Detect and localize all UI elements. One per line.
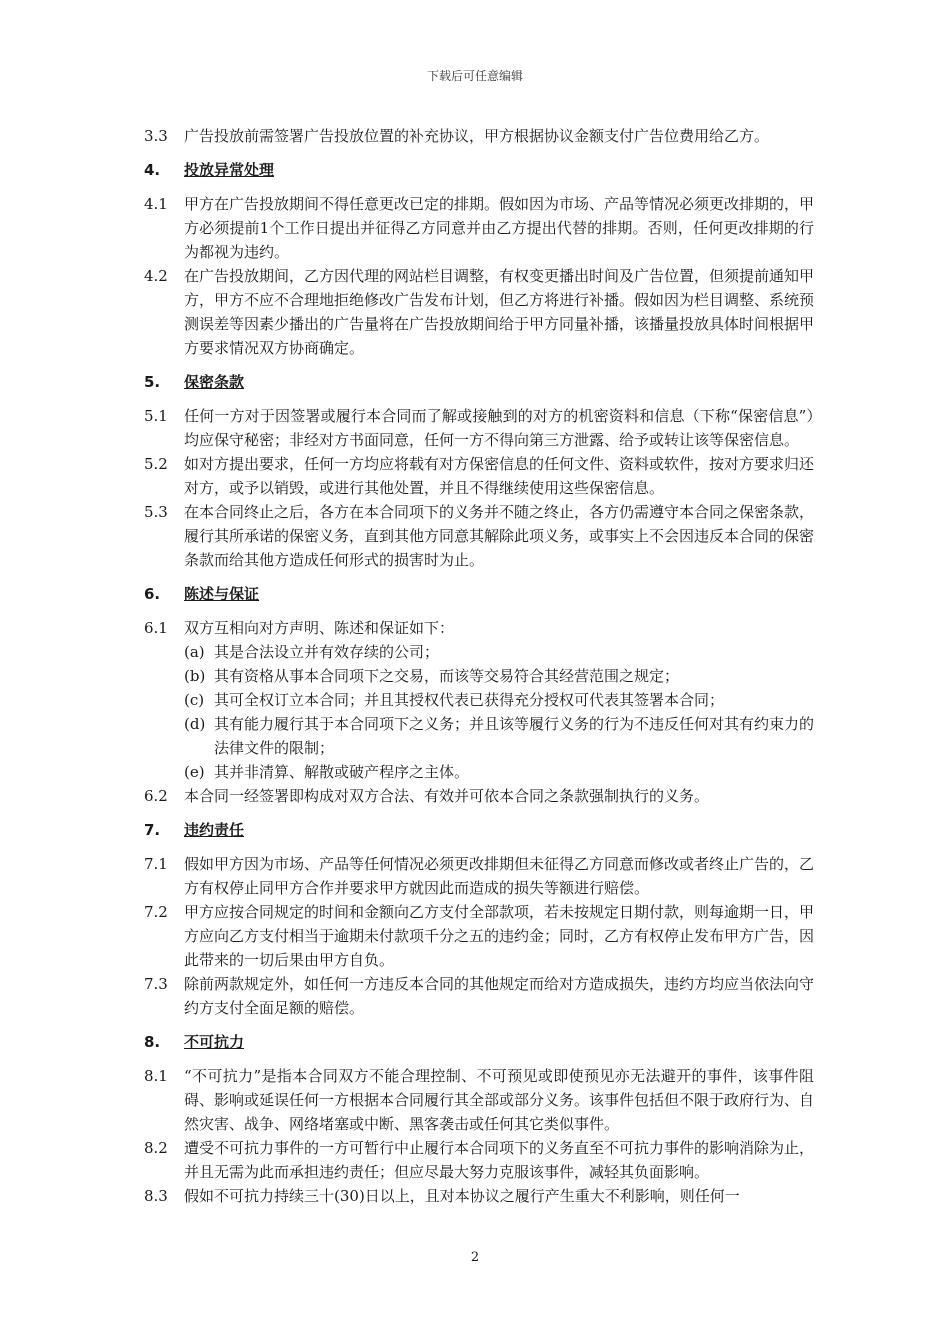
clause-text: 本合同一经签署即构成对双方合法、有效并可依本合同之条款强制执行的义务。 xyxy=(184,787,710,805)
list-item xyxy=(184,760,814,784)
list-item-text: 其有资格从事本合同项下之交易，而该等交易符合其经营范围之规定； xyxy=(214,667,680,685)
clause-text: 假如不可抗力持续三十(30)日以上，且对本协议之履行产生重大不利影响，则任何一 xyxy=(184,1187,740,1205)
section-heading xyxy=(144,818,814,842)
list-item-letter: (b) xyxy=(184,667,206,685)
clause-text: 遭受不可抗力事件的一方可暂行中止履行本合同项下的义务直至不可抗力事件的影响消除为止，并且无需为此而承担违约责任；但应尽最大努力克服该事件，减轻其负面影响。 xyxy=(184,1139,815,1181)
section-title: 不可抗力 xyxy=(184,1033,245,1051)
section-title: 违约责任 xyxy=(184,821,245,839)
clause-text: 甲方应按合同规定的时间和金额向乙方支付全部款项，若未按规定日期付款，则每逾期一日，甲方应向乙方支付相当于逾期未付款项千分之五的违约金；同时，乙方有权停止发布甲方广告，因此带来的一切后果由甲方自负。 xyxy=(184,903,815,969)
clause-number: 8.1 xyxy=(144,1067,168,1085)
clause-text: 假如甲方因为市场、产品等任何情况必须更改排期但未征得乙方同意而修改或者终止广告的，乙方有权停止同甲方合作并要求甲方就因此而造成的损失等额进行赔偿。 xyxy=(184,855,815,897)
clause-number: 5.3 xyxy=(144,503,168,521)
list-item xyxy=(184,640,814,664)
sub-list xyxy=(184,640,814,784)
clause-number: 8.3 xyxy=(144,1187,168,1205)
clause xyxy=(144,500,814,572)
clause-text: 甲方在广告投放期间不得任意更改已定的排期。假如因为市场、产品等情况必须更改排期的，甲方必须提前1个工作日提出并征得乙方同意并由乙方提出代替的排期。否则，任何更改排期的行为都视为违约。 xyxy=(184,195,815,261)
list-item-letter: (c) xyxy=(184,691,205,709)
clause-number: 6.2 xyxy=(144,787,168,805)
list-item-letter: (e) xyxy=(184,763,205,781)
clause-number: 8.2 xyxy=(144,1139,168,1157)
clause-number: 6.1 xyxy=(144,619,168,637)
section-number: 4. xyxy=(144,161,161,179)
clause xyxy=(144,1136,814,1184)
clause xyxy=(144,900,814,972)
section-title: 陈述与保证 xyxy=(184,585,260,603)
section-heading xyxy=(144,158,814,182)
clause-number: 5.1 xyxy=(144,407,168,425)
clause-text: 除前两款规定外，如任何一方违反本合同的其他规定而给对方造成损失，违约方均应当依法向守约方支付全面足额的赔偿。 xyxy=(184,975,815,1017)
clause xyxy=(144,852,814,900)
list-item-letter: (a) xyxy=(184,643,205,661)
clause-text: 广告投放前需签署广告投放位置的补充协议，甲方根据协议金额支付广告位费用给乙方。 xyxy=(184,127,770,145)
section-number: 8. xyxy=(144,1033,161,1051)
clause-number: 5.2 xyxy=(144,455,168,473)
section-number: 5. xyxy=(144,373,161,391)
clause xyxy=(144,1184,814,1208)
section-heading xyxy=(144,582,814,606)
list-item-letter: (d) xyxy=(184,715,206,733)
clause xyxy=(144,1064,814,1136)
section-title: 保密条款 xyxy=(184,373,245,391)
list-item-text: 其有能力履行其于本合同项下之义务；并且该等履行义务的行为不违反任何对其有约束力的法律文件的限制； xyxy=(214,715,815,757)
section-number: 7. xyxy=(144,821,161,839)
clause-number: 7.3 xyxy=(144,975,168,993)
clause-text: 双方互相向对方声明、陈述和保证如下： xyxy=(184,619,455,637)
clause-text: 任何一方对于因签署或履行本合同而了解或接触到的对方的机密资料和信息（下称“保密信息”）均应保守秘密；非经对方书面同意，任何一方不得向第三方泄露、给予或转让该等保密信息。 xyxy=(184,407,814,449)
clause xyxy=(144,404,814,452)
clause-number: 4.1 xyxy=(144,195,168,213)
section-heading xyxy=(144,1030,814,1054)
clause xyxy=(144,616,814,640)
clause xyxy=(144,124,814,148)
clause xyxy=(144,264,814,360)
clause-text: “不可抗力”是指本合同双方不能合理控制、不可预见或即使预见亦无法避开的事件，该事件阻碍、影响或延误任何一方根据本合同履行其全部或部分义务。该事件包括但不限于政府行为、自然灾害、战争、网络堵塞或中断、黑客袭击或任何其它类似事件。 xyxy=(184,1067,815,1133)
clause-number: 7.2 xyxy=(144,903,168,921)
clause-number: 3.3 xyxy=(144,127,168,145)
clause-text: 在广告投放期间，乙方因代理的网站栏目调整，有权变更播出时间及广告位置，但须提前通知甲方，甲方不应不合理地拒绝修改广告发布计划，但乙方将进行补播。假如因为栏目调整、系统预测误差等因素少播出的广告量将在广告投放期间给于甲方同量补播，该播量投放具体时间根据甲方要求情况双方协商确定。 xyxy=(184,267,815,357)
list-item xyxy=(184,688,814,712)
clause-text: 如对方提出要求，任何一方均应将载有对方保密信息的任何文件、资料或软件，按对方要求归还对方，或予以销毁，或进行其他处置，并且不得继续使用这些保密信息。 xyxy=(184,455,815,497)
clause xyxy=(144,452,814,500)
list-item-text: 其可全权订立本合同；并且其授权代表已获得充分授权可代表其签署本合同； xyxy=(214,691,725,709)
list-item-text: 其并非清算、解散或破产程序之主体。 xyxy=(214,763,470,781)
section-number: 6. xyxy=(144,585,161,603)
list-item xyxy=(184,664,814,688)
list-item-text: 其是合法设立并有效存续的公司； xyxy=(214,643,440,661)
clause xyxy=(144,784,814,808)
list-item xyxy=(184,712,814,760)
clause xyxy=(144,972,814,1020)
clause-text: 在本合同终止之后，各方在本合同项下的义务并不随之终止，各方仍需遵守本合同之保密条款，履行其所承诺的保密义务，直到其他方同意其解除此项义务，或事实上不会因违反本合同的保密条款而给其他方造成任何形式的损害时为止。 xyxy=(184,503,815,569)
document-body xyxy=(144,124,814,1208)
page-number: 2 xyxy=(470,1250,480,1265)
clause-number: 7.1 xyxy=(144,855,168,873)
clause xyxy=(144,192,814,264)
section-heading xyxy=(144,370,814,394)
section-title: 投放异常处理 xyxy=(184,161,275,179)
page-header: 下载后可任意编辑 xyxy=(426,69,523,83)
clause-number: 4.2 xyxy=(144,267,168,285)
